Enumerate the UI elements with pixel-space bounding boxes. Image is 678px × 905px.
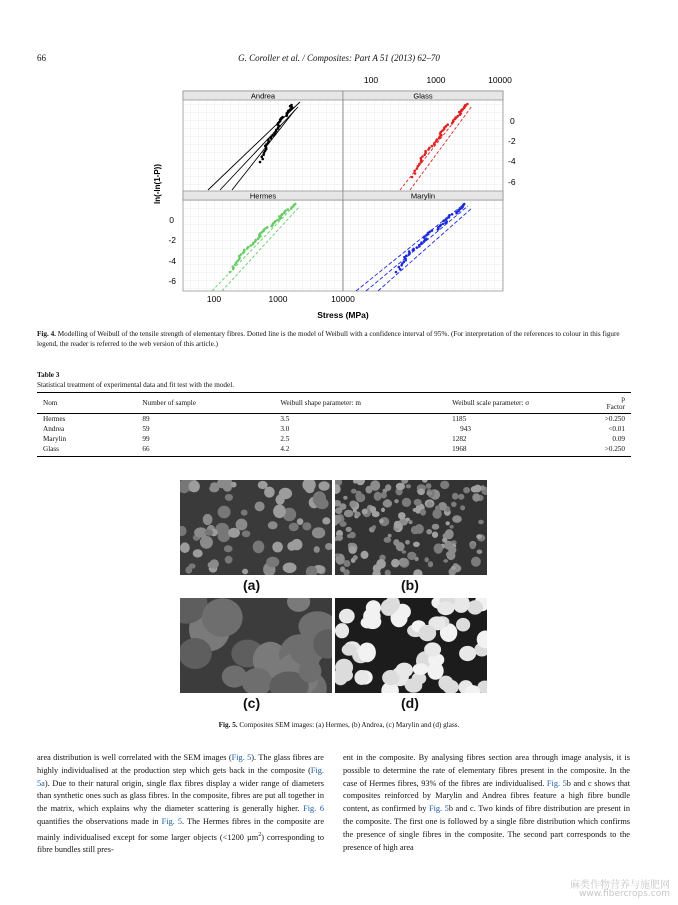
fibre-section [432, 524, 440, 530]
marylin-point [412, 248, 415, 251]
fibre-section [231, 482, 237, 488]
table-cell: 1968 [446, 444, 599, 457]
running-title: G. Coroller et al. / Composites: Part A 51 (2013) 62–70 [238, 53, 440, 63]
table-3-label: Table 3 [37, 371, 60, 379]
hermes-point [250, 244, 253, 247]
fibre-section [273, 505, 286, 519]
fibre-section [406, 484, 411, 488]
fibre-section [342, 644, 357, 656]
fibre-section [242, 530, 251, 537]
fibre-section [355, 512, 361, 517]
fibre-section [180, 542, 190, 553]
fibre-section [349, 501, 357, 508]
fibre-section [396, 483, 405, 490]
figure-link[interactable]: Fig. 5a [37, 765, 324, 788]
fibre-section [443, 559, 448, 563]
marylin-point [420, 241, 423, 244]
fibre-section [434, 543, 443, 553]
sem-label-d: (d) [401, 695, 419, 711]
fibre-section [302, 522, 311, 530]
fibre-section [266, 557, 279, 568]
marylin-point [408, 250, 411, 253]
fibre-section [393, 539, 399, 546]
fibre-section [319, 481, 330, 490]
marylin-point [448, 214, 451, 217]
fibre-section [470, 542, 476, 549]
table-header-scale: Weibull scale parameter: σ [446, 393, 599, 414]
fibre-section [358, 643, 376, 663]
fibre-section [225, 556, 233, 564]
body-text: quantifies the observations made in [37, 816, 162, 826]
fibre-section [361, 551, 369, 559]
andrea-point [290, 104, 293, 107]
fibre-section [180, 526, 187, 536]
fibre-section [394, 499, 399, 503]
fibre-section [399, 558, 409, 567]
table-3-heading [37, 370, 234, 390]
fibre-section [379, 519, 384, 524]
y-axis-label: ln(-ln(1-P)) [153, 164, 162, 204]
fibre-section [372, 525, 376, 529]
figure-link[interactable]: Fig. 5 [428, 804, 449, 814]
x-axis-label: Stress (MPa) [317, 310, 369, 320]
panel-glass [343, 91, 503, 200]
fibre-section [242, 569, 248, 575]
fibre-section [335, 623, 349, 638]
figure-4-caption-text: Modelling of Weibull of the tensile strength of elementary fibres. Dotted line is the model of Weibull with a confidence interval of 95%. (For interpretation of the references to colour in this figure legend, the reader is referred to the web version of this article.) [37, 330, 620, 348]
fibre-section [432, 532, 438, 538]
fibre-section [452, 493, 458, 500]
hermes-point [232, 265, 235, 268]
body-text: b and c shows that composites reinforced by Marylin and Andrea fibres feature a high fibre bundle content, as confirmed by [343, 778, 630, 814]
table-header-pfactor: p Factor [599, 393, 631, 414]
fibre-section [222, 665, 247, 687]
hermes-point [247, 246, 250, 249]
fibre-section [336, 669, 353, 682]
table-cell: >0.250 [599, 444, 631, 457]
table-cell: 59 [142, 425, 150, 433]
fibre-section [456, 618, 470, 632]
fibre-section [325, 543, 332, 550]
top-x-tick-1000: 1000 [426, 75, 446, 85]
table-cell: 99 [142, 435, 150, 443]
table-row [37, 414, 631, 425]
table-cell: Andrea [43, 425, 65, 433]
marylin-point [442, 219, 445, 222]
fibre-section [414, 499, 422, 506]
fibre-section [426, 483, 432, 489]
table-cell: Marylin [43, 435, 67, 443]
bottom-x-tick-1000: 1000 [268, 294, 288, 304]
fibre-section [427, 662, 443, 680]
table-cell: 0.09 [612, 435, 625, 443]
marylin-point [416, 246, 419, 249]
figure-link[interactable]: Fig. 6 [303, 804, 324, 814]
fibre-section [408, 520, 412, 524]
figure-link[interactable]: Fig. 5 [161, 816, 183, 826]
fibre-section [413, 542, 420, 547]
table-cell: 3.0 [280, 425, 290, 433]
table-header-row [37, 393, 631, 414]
fibre-section [287, 598, 310, 612]
watermark-line-2: www.fibercrops.com [579, 889, 670, 899]
fibre-section [415, 524, 424, 534]
fibre-section [407, 552, 416, 560]
glass-point [424, 150, 427, 153]
fibre-section [472, 493, 480, 501]
table-cell: 1185 [452, 415, 467, 423]
fibre-section [478, 520, 484, 525]
fibre-section [202, 598, 243, 637]
fibre-section [297, 518, 304, 525]
table-row [37, 444, 631, 457]
fibre-section [185, 567, 192, 574]
sem-label-a: (a) [243, 577, 261, 593]
fibre-section [477, 550, 483, 555]
fibre-section [374, 492, 382, 501]
fibre-section [349, 532, 356, 539]
fibre-section [458, 494, 464, 500]
fibre-section [335, 553, 340, 557]
fibre-section [200, 536, 213, 549]
table-cell: <0.01 [608, 425, 625, 433]
glass-point [421, 155, 424, 158]
fibre-section [264, 487, 275, 498]
fibre-section [413, 569, 422, 575]
marylin-point [398, 266, 401, 269]
figure-4-chart [150, 72, 530, 324]
hermes-point [294, 203, 297, 206]
left-y-tick-0: 0 [169, 215, 174, 225]
sem-label-c: (c) [243, 695, 261, 711]
fibre-section [362, 509, 368, 515]
fibre-section [424, 642, 441, 656]
fibre-section [268, 521, 278, 529]
fibre-section [398, 512, 406, 519]
panel-andrea [183, 91, 343, 200]
fibre-section [451, 502, 457, 507]
fibre-section [180, 638, 212, 669]
fibre-section [272, 542, 283, 553]
top-x-tick-100: 100 [363, 75, 379, 85]
table-cell: 943 [460, 425, 471, 433]
andrea-point [261, 155, 264, 158]
glass-point [436, 138, 439, 141]
fibre-section [313, 491, 326, 506]
table-cell: Glass [37, 444, 136, 457]
fibre-section [224, 545, 233, 552]
table-3-title: Statistical treatment of experimental data and fit test with the model. [37, 381, 234, 389]
fibre-section [426, 491, 432, 495]
fibre-section [203, 514, 213, 525]
table-cell: Hermes [43, 415, 66, 423]
figure-5-caption [37, 720, 641, 730]
bottom-x-tick-100: 100 [206, 294, 222, 304]
hermes-point [240, 253, 243, 256]
hermes-point [243, 249, 246, 252]
figure-5-caption-label: Fig. 5. [218, 721, 238, 729]
left-y-tick-minus2: -2 [168, 235, 176, 245]
fibre-section [474, 485, 482, 493]
table-header-nom: Nom [37, 393, 136, 414]
fibre-section [450, 525, 454, 529]
figure-4-caption-label: Fig. 4. [37, 330, 56, 338]
table-row [37, 424, 631, 434]
sem-image-andrea-graphic [335, 480, 487, 575]
sem-image-hermes-graphic [180, 480, 332, 575]
right-y-tick-minus6: -6 [508, 177, 516, 187]
andrea-point [281, 116, 284, 119]
fibre-section [255, 502, 265, 512]
sem-image-hermes [180, 480, 332, 575]
fibre-section [205, 529, 213, 536]
fibre-section [228, 528, 240, 538]
fibre-section [289, 523, 299, 531]
fibre-section [405, 678, 422, 692]
marylin-point [395, 271, 398, 274]
sem-image-glass-graphic [335, 598, 487, 693]
fibre-section [193, 549, 203, 557]
fibre-section [385, 570, 391, 575]
right-y-tick-0: 0 [510, 116, 515, 126]
fibre-section [339, 521, 346, 527]
body-text: ) corresponding to fibre bundles still pres- [37, 832, 324, 855]
sem-image-andrea [335, 480, 487, 575]
panel-title-hermes: Hermes [249, 191, 277, 201]
fibre-section [299, 660, 322, 683]
marylin-point [442, 223, 445, 226]
table-header-samples: Number of sample [136, 393, 274, 414]
fibre-section [448, 546, 456, 554]
hermes-point [266, 226, 269, 229]
body-text: b and c. Two kinds of fibre distribution are present in the composite. The first one is followed by a single fibre distribution which confirms the presence of single fibres in the composite. The second part corresponds to the presence of high area [343, 804, 630, 852]
andrea-point [267, 139, 270, 142]
fibre-section [253, 541, 265, 554]
body-text: ent in the composite. By analysing fibres section area through image analysis, it is possible to determine the rate of elementary fibres present in the composite. In the case of Hermes fibres, 93% of the fibres are individualised. [343, 753, 630, 788]
left-y-tick-minus4: -4 [168, 256, 176, 266]
glass-point [411, 176, 414, 179]
fibre-section [322, 517, 330, 524]
glass-point [431, 145, 434, 148]
fibre-section [218, 506, 231, 519]
fibre-section [383, 489, 388, 493]
table-cell: 3.5 [280, 415, 290, 423]
fibre-section [463, 487, 470, 493]
fibre-section [440, 481, 449, 489]
marylin-point [439, 224, 442, 227]
bottom-x-tick-10000: 10000 [331, 294, 355, 304]
fibre-section [453, 598, 470, 613]
watermark-line-1: 麻类作物营养与施肥网 [570, 880, 670, 891]
hermes-point [232, 268, 235, 271]
fibre-section [391, 559, 399, 568]
fibre-section [335, 535, 343, 541]
marylin-point [451, 213, 454, 216]
fibre-section [437, 601, 454, 615]
fibre-section [225, 494, 233, 501]
fibre-section [422, 480, 428, 483]
fibre-section [396, 663, 413, 678]
hermes-point [287, 208, 290, 211]
figure-link[interactable]: Fig. 5 [546, 778, 567, 788]
table-cell: 89 [142, 415, 150, 423]
table-cell: 66 [136, 444, 274, 457]
fibre-section [428, 561, 433, 567]
fibre-section [349, 546, 357, 554]
fibre-section [425, 557, 429, 562]
sem-image-marylin [180, 598, 332, 693]
fibre-section [459, 646, 476, 661]
fibre-section [383, 500, 392, 508]
fibre-section [476, 534, 482, 539]
body-column-left [37, 752, 324, 857]
table-cell: 1282 [452, 435, 467, 443]
fibre-section [354, 670, 368, 685]
fibre-section [394, 521, 401, 529]
body-text: ). Due to their natural origin, single flax fibres display a wider range of diameters than synthetic ones such as glass fibres. In the composite, fibres are put all together in the matrix, which explains why the diameter scattering is generally higher. [37, 778, 324, 814]
fibre-section [471, 557, 481, 567]
fibre-section [426, 529, 432, 534]
table-cell: >0.250 [604, 415, 625, 423]
fibre-section [356, 491, 362, 496]
marylin-point [425, 238, 428, 241]
fibre-section [276, 495, 285, 505]
glass-point [466, 103, 469, 106]
andrea-point [259, 161, 262, 164]
fibre-section [236, 519, 248, 531]
figure-link[interactable]: Fig. 5 [231, 753, 252, 762]
fibre-section [384, 537, 392, 543]
body-column-right [343, 752, 630, 854]
hermes-point [284, 209, 287, 212]
marylin-point [445, 217, 448, 220]
fibre-section [241, 510, 248, 516]
fibre-section [283, 563, 297, 574]
fibre-section [405, 540, 410, 545]
fibre-section [339, 609, 355, 624]
table-row [37, 434, 631, 444]
fibre-section [445, 529, 454, 539]
fibre-section [435, 505, 440, 510]
panel-hermes [183, 191, 343, 291]
table-3 [37, 392, 631, 457]
fibre-section [460, 505, 465, 510]
fibre-section [419, 625, 437, 641]
right-y-tick-minus4: -4 [508, 156, 516, 166]
fibre-section [353, 555, 358, 560]
fibre-section [418, 489, 425, 496]
sem-image-glass [335, 598, 487, 693]
fibre-section [365, 486, 372, 494]
fibre-section [314, 546, 320, 553]
fibre-section [343, 496, 347, 500]
glass-point [414, 172, 417, 175]
panel-title-glass: Glass [413, 91, 433, 101]
fibre-section [189, 481, 200, 493]
panel-title-andrea: Andrea [250, 91, 276, 101]
glass-point [446, 123, 449, 126]
superscript: 2 [258, 831, 262, 838]
fibre-section [287, 542, 296, 551]
body-text: ). The glass fibres are highly individualised at the production step which gets back in the composite ( [37, 753, 324, 775]
marylin-point [405, 255, 408, 258]
figure-4-caption [37, 329, 641, 349]
panel-title-marylin: Marylin [410, 191, 436, 201]
fibre-section [420, 509, 426, 516]
marylin-point [431, 229, 434, 232]
glass-point [417, 165, 420, 168]
fibre-section [361, 617, 375, 628]
table-header-shape: Weibull shape parameter: m [274, 393, 446, 414]
fibre-section [344, 510, 354, 518]
page-number: 66 [37, 53, 46, 63]
left-y-tick-minus6: -6 [168, 276, 176, 286]
andrea-point [261, 158, 264, 161]
fibre-section [381, 492, 387, 499]
table-cell: 2.5 [280, 435, 290, 443]
top-x-tick-10000: 10000 [488, 75, 512, 85]
fibre-section [446, 521, 450, 525]
fibre-section [413, 663, 429, 675]
fibre-section [351, 489, 357, 494]
figure-5-caption-text: Composites SEM images: (a) Hermes, (b) Andrea, (c) Marylin and (d) glass. [239, 721, 460, 729]
body-text: area distribution is well correlated with the SEM images ( [37, 753, 232, 762]
glass-point [428, 147, 431, 150]
marylin-point [463, 203, 466, 206]
fibre-section [346, 527, 352, 532]
hermes-point [229, 271, 232, 274]
fibre-section [209, 485, 219, 493]
fibre-section [366, 600, 381, 615]
fibre-section [312, 527, 325, 538]
fibre-section [451, 566, 456, 570]
sem-image-marylin-graphic [180, 598, 332, 693]
fibre-section [381, 508, 385, 512]
fibre-section [452, 515, 462, 523]
fibre-section [402, 498, 411, 507]
fibre-section [388, 534, 392, 538]
fibre-section [208, 562, 215, 568]
fibre-section [426, 501, 433, 507]
table-cell: 4.2 [274, 444, 446, 457]
body-text: . The Hermes fibres in the composite are mainly individualised except for some larger objects (<1200 µm [37, 816, 324, 842]
glass-point [464, 104, 467, 107]
hermes-point [255, 239, 258, 242]
right-y-tick-minus2: -2 [508, 136, 516, 146]
sem-label-b: (b) [401, 577, 419, 593]
glass-point [413, 170, 416, 173]
